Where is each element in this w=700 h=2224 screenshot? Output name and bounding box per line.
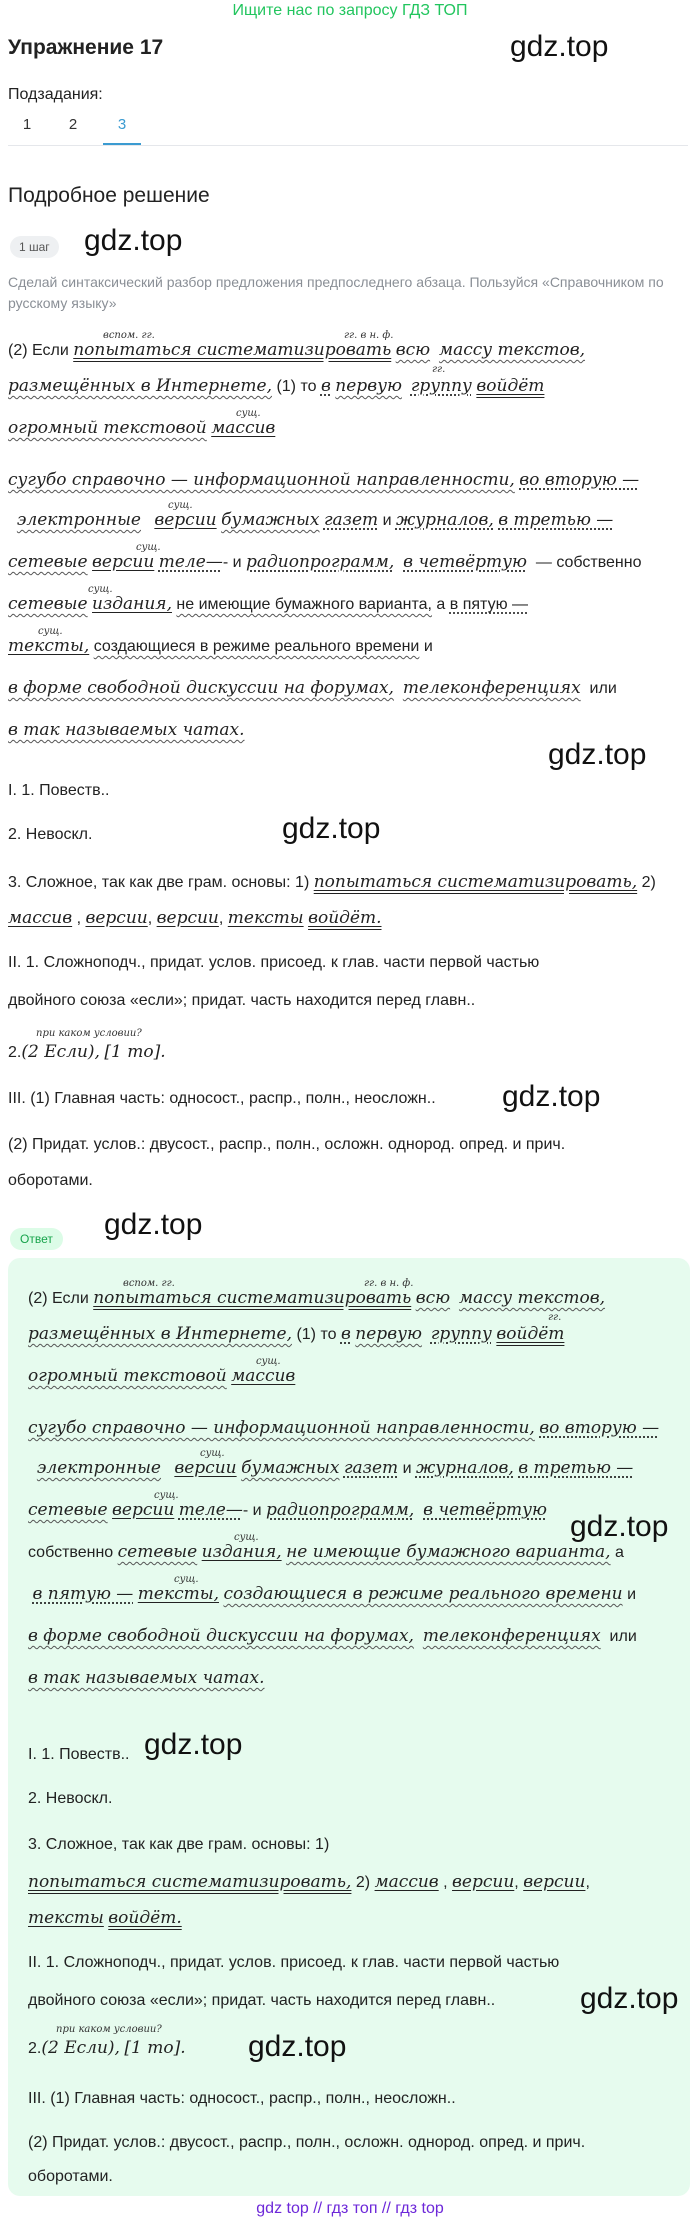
analysis-line: III. (1) Главная часть: односост., распр., полн., неосложн..	[8, 1090, 436, 1107]
subject: массив	[8, 908, 73, 928]
word: электронные	[36, 1458, 161, 1478]
subject: издания,	[201, 1542, 282, 1562]
annotation: гг.	[432, 364, 446, 375]
predicate: попытаться систематизировать	[93, 1288, 412, 1308]
annotation: сущ.	[234, 1532, 259, 1543]
word: сугубо справочно — информационной направленности,	[28, 1418, 535, 1438]
annotation: сущ.	[236, 408, 261, 419]
word: первую	[335, 376, 402, 396]
word: электронные	[16, 510, 141, 530]
word: а	[615, 1544, 624, 1561]
word: теле—	[178, 1500, 243, 1520]
solution-title: Подробное решение	[8, 184, 210, 207]
word: и	[423, 638, 433, 655]
analysis-line: I. 1. Повеств..	[28, 1746, 130, 1763]
word: или	[589, 680, 617, 697]
subject: тексты	[227, 908, 304, 928]
subject: версии	[154, 510, 217, 530]
subject: массив	[231, 1366, 296, 1386]
analysis-line: массив , версии, версии, тексты войдёт.	[8, 908, 382, 928]
annotation: сущ.	[88, 584, 113, 595]
analysis-line: (2) Придат. услов.: двусост., распр., полн., осложн. однород. опред. и прич.	[28, 2134, 586, 2151]
task-hint: Сделай синтаксический разбор предложения предпоследнего абзаца. Пользуйся «Справочником по русскому языку»	[8, 274, 664, 311]
word: массу текстов,	[458, 1288, 606, 1308]
word: в четвёртую	[423, 1500, 547, 1520]
word: бумажных	[221, 510, 320, 530]
word: группу	[430, 1324, 492, 1344]
word: 3. Сложное, так как две грам. основы: 1)	[8, 874, 310, 891]
word: в	[320, 376, 331, 396]
subject: версии	[156, 908, 219, 928]
word: (2 Если),	[41, 2038, 120, 2058]
subject: массив	[211, 418, 276, 438]
word: (2) Если	[8, 342, 69, 359]
annotation: сущ.	[168, 500, 193, 511]
predicate: попытаться систематизировать,	[28, 1872, 352, 1892]
word: в форме свободной дискуссии на форумах,	[28, 1626, 414, 1646]
word: собственно	[28, 1544, 114, 1561]
word: сугубо справочно — информационной направленности,	[8, 470, 515, 490]
analysis-line: II. 1. Сложноподч., придат. услов. присоед. к глав. части первой частью	[8, 954, 540, 971]
word: огромный текстовой	[8, 418, 207, 438]
word: 2.	[28, 2040, 42, 2057]
watermark: gdz.top	[580, 1982, 679, 2015]
analysis-line	[28, 2038, 186, 2058]
answer-sentence	[28, 1278, 678, 1708]
watermark: gdz.top	[144, 1728, 243, 1761]
annotation: сущ.	[154, 1490, 179, 1501]
annotation: вспом. гг.	[103, 330, 155, 341]
analysis-line: III. (1) Главная часть: односост., распр., полн., неосложн..	[28, 2090, 456, 2107]
analysis-line	[8, 872, 656, 892]
annotation: гг. в н. ф.	[344, 330, 394, 341]
word: 2)	[641, 874, 656, 891]
predicate: войдёт.	[308, 908, 382, 928]
word: не имеющие бумажного варианта,	[176, 596, 432, 613]
word: - и	[242, 1502, 262, 1519]
predicate: попытаться систематизировать,	[313, 872, 638, 892]
word: теле—	[158, 552, 223, 572]
word: и	[382, 512, 392, 529]
annotation: гг.	[548, 1312, 562, 1323]
annotation: гг. в н. ф.	[364, 1278, 414, 1289]
annotation: сущ.	[174, 1574, 199, 1585]
watermark: gdz.top	[104, 1208, 203, 1241]
subject: массив	[374, 1872, 439, 1892]
answer-badge: Ответ	[10, 1228, 63, 1250]
predicate: войдёт.	[108, 1908, 182, 1928]
subject: версии	[85, 908, 148, 928]
word: [1 то].	[124, 2038, 186, 2058]
subject: версии	[523, 1872, 586, 1892]
word: сетевые	[8, 552, 88, 572]
word: во вторую —	[519, 470, 640, 490]
word: телеконференциях	[422, 1626, 601, 1646]
analysis-line: двойного союза «если»; придат. часть находится перед главн..	[28, 1992, 496, 2009]
word: (2 Если),	[21, 1042, 100, 1062]
watermark: gdz.top	[570, 1510, 669, 1543]
word: газет	[323, 510, 379, 530]
watermark: gdz.top	[548, 738, 647, 771]
tab-1[interactable]: 1	[22, 116, 32, 133]
annotation: сущ.	[38, 626, 63, 637]
word: в форме свободной дискуссии на форумах,	[8, 678, 394, 698]
word: (2) Если	[28, 1290, 89, 1307]
analysis-line: попытаться систематизировать, 2) массив , версии, версии,	[28, 1872, 590, 1892]
watermark: gdz.top	[282, 812, 381, 845]
annotation: при каком условии?	[56, 2024, 162, 2035]
analysis-line: II. 1. Сложноподч., придат. услов. присоед. к глав. части первой частью	[28, 1954, 560, 1971]
annotation: сущ.	[256, 1356, 281, 1367]
subject: издания,	[92, 594, 172, 614]
word: и	[402, 1460, 412, 1477]
subject: версии	[92, 552, 155, 572]
word: огромный текстовой	[28, 1366, 227, 1386]
word: - и	[222, 554, 242, 571]
annotation: при каком условии?	[36, 1028, 142, 1039]
tab-3[interactable]: 3	[103, 116, 141, 145]
watermark: gdz.top	[248, 2030, 347, 2063]
watermark: gdz.top	[510, 30, 609, 63]
word: (1) то	[296, 1326, 337, 1343]
analysis-line: оборотами.	[8, 1172, 93, 1189]
solution-sentence	[8, 330, 688, 760]
word: журналов,	[415, 1458, 514, 1478]
word: создающиеся в режиме реального времени	[93, 638, 420, 655]
annotation: сущ.	[136, 542, 161, 553]
word: в	[340, 1324, 351, 1344]
word: а	[436, 596, 446, 613]
word: радиопрограмм,	[246, 552, 395, 572]
word: газет	[343, 1458, 399, 1478]
analysis-line: (2) Придат. услов.: двусост., распр., полн., осложн. однород. опред. и прич.	[8, 1136, 566, 1153]
annotation: вспом. гг.	[123, 1278, 175, 1289]
analysis-line: оборотами.	[28, 2168, 113, 2185]
word: (1) то	[276, 378, 317, 395]
word: в пятую —	[32, 1584, 134, 1604]
annotation: сущ.	[200, 1448, 225, 1459]
word: в третью —	[498, 510, 614, 530]
word: в так называемых чатах.	[28, 1668, 265, 1688]
word: журналов,	[395, 510, 494, 530]
word: телеконференциях	[402, 678, 581, 698]
analysis-line	[28, 1908, 182, 1928]
footer: gdz top // гдз топ // гдз top	[256, 2200, 444, 2217]
exercise-title: Упражнение 17	[8, 36, 164, 59]
word: в четвёртую	[403, 552, 527, 572]
word: всю	[415, 1288, 451, 1308]
analysis-line: I. 1. Повеств..	[8, 782, 110, 799]
word: [1 то].	[104, 1042, 166, 1062]
subject: тексты,	[8, 636, 90, 656]
word: сетевые	[28, 1500, 108, 1520]
word: и	[627, 1586, 636, 1603]
word: всю	[395, 340, 431, 360]
word: размещённых в Интернете,	[28, 1324, 292, 1344]
word: в пятую —	[449, 596, 529, 613]
word: во вторую —	[539, 1418, 660, 1438]
predicate: войдёт	[476, 376, 545, 396]
word: массу текстов,	[438, 340, 586, 360]
predicate: войдёт	[496, 1324, 565, 1344]
analysis-line: 2. Невоскл.	[8, 826, 93, 843]
watermark: gdz.top	[84, 224, 183, 257]
word: — собственно	[535, 554, 642, 571]
word: бумажных	[241, 1458, 340, 1478]
analysis-line	[8, 1042, 166, 1062]
step-badge: 1 шаг	[10, 236, 59, 258]
subject: версии	[112, 1500, 175, 1520]
subject: версии	[452, 1872, 515, 1892]
word: размещённых в Интернете,	[8, 376, 272, 396]
analysis-line: 3. Сложное, так как две грам. основы: 1)	[28, 1836, 330, 1853]
top-banner: Ищите нас по запросу ГДЗ ТОП	[232, 2, 468, 19]
analysis-line: двойного союза «если»; придат. часть находится перед главн..	[8, 992, 476, 1009]
answer-box	[8, 1258, 690, 2196]
word: или	[609, 1628, 637, 1645]
analysis-line: 2. Невоскл.	[28, 1790, 113, 1807]
word: сетевые	[117, 1542, 198, 1562]
word: 2.	[8, 1044, 22, 1061]
word: группу	[410, 376, 472, 396]
word: 2)	[355, 1874, 371, 1891]
subject: версии	[174, 1458, 237, 1478]
word: сетевые	[8, 594, 88, 614]
word: не имеющие бумажного варианта,	[286, 1542, 611, 1562]
predicate: попытаться систематизировать	[73, 340, 392, 360]
subject: тексты,	[137, 1584, 219, 1604]
subtasks-label: Подзадания:	[8, 86, 103, 103]
word: создающиеся в режиме реального времени	[223, 1584, 623, 1604]
word: в так называемых чатах.	[8, 720, 245, 740]
word: радиопрограмм,	[266, 1500, 415, 1520]
watermark: gdz.top	[502, 1080, 601, 1113]
subtask-tabs	[8, 112, 688, 146]
subject: тексты	[28, 1908, 104, 1928]
word: первую	[355, 1324, 422, 1344]
tab-2[interactable]: 2	[68, 116, 78, 133]
word: в третью —	[518, 1458, 634, 1478]
